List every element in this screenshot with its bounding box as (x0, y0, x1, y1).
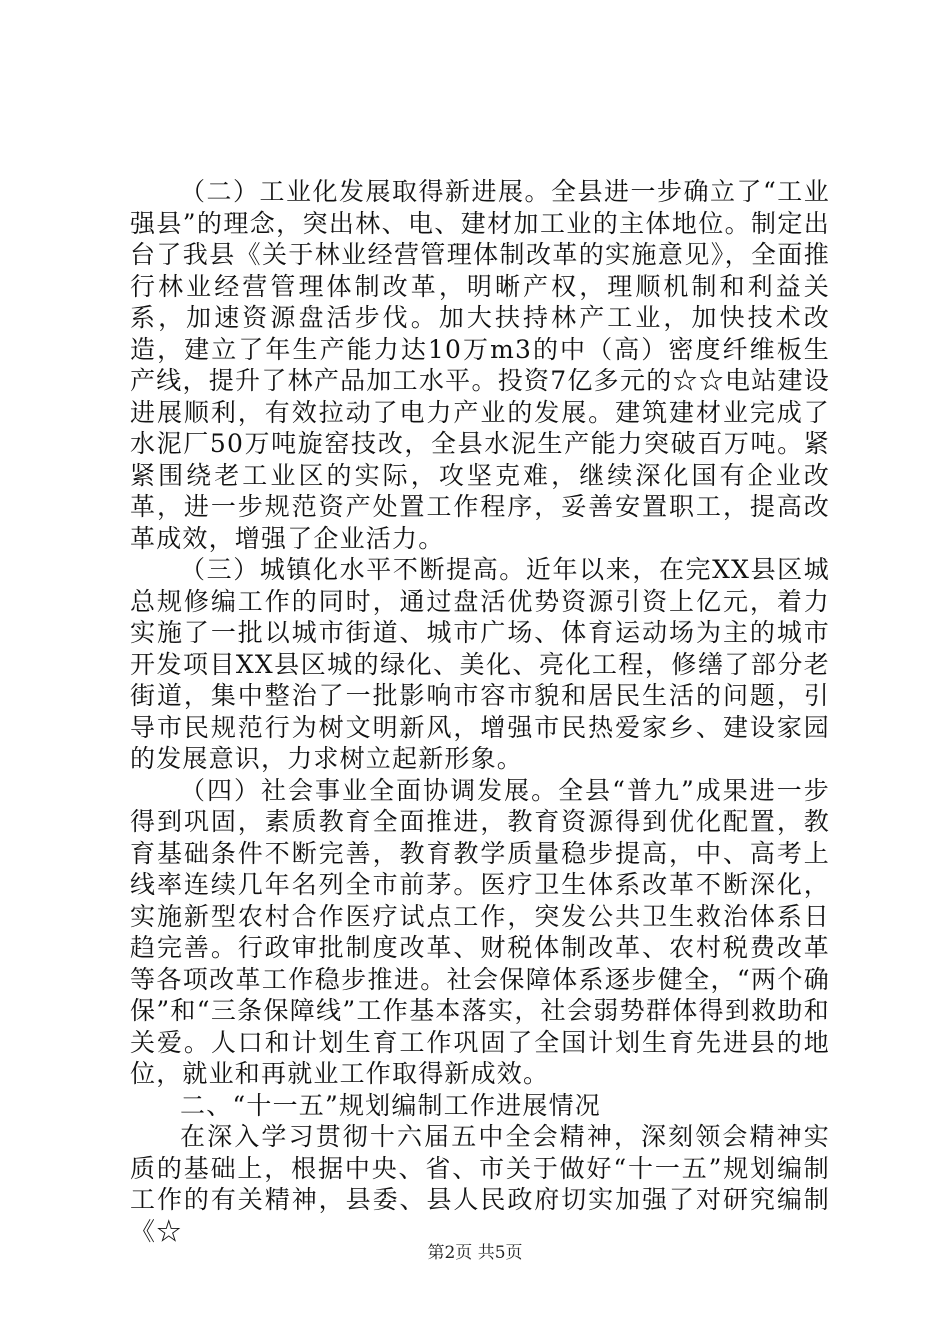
paragraph-planning-intro: 在深入学习贯彻十六届五中全会精神，深刻领会精神实质的基础上，根据中央、省、市关于做好“十一五”规划编制工作的有关精神，县委、县人民政府切实加强了对研究编制《☆ (130, 1122, 830, 1246)
paragraph-industrialization: （二）工业化发展取得新进展。全县进一步确立了“工业强县”的理念，突出林、电、建材加工业的主体地位。制定出台了我县《关于林业经营管理体制改革的实施意见》，全面推行林业经营管理体制改革，明晰产权，理顺机制和利益关系，加速资源盘活步伐。加大扶持林产工业，加快技术改造，建立了年生产能力达10万m3的中（高）密度纤维板生产线，提升了林产品加工水平。投资7亿多元的☆☆电站建设进展顺利，有效拉动了电力产业的发展。建筑建材业完成了水泥厂50万吨旋窑技改，全县水泥生产能力突破百万吨。紧紧围绕老工业区的实际，攻坚克难，继续深化国有企业改革，进一步规范资产处置工作程序，妥善安置职工，提高改革成效，增强了企业活力。 (130, 177, 830, 553)
document-body (130, 176, 830, 1247)
page-footer: 第2页 共5页 (427, 1243, 523, 1263)
paragraph-urbanization: （三）城镇化水平不断提高。近年以来，在完XX县区城总规修编工作的同时，通过盘活优势资源引资上亿元，着力实施了一批以城市街道、城市广场、体育运动场为主的城市开发项目XX县区城的绿化、美化、亮化工程，修缮了部分老街道，集中整治了一批影响市容市貌和居民生活的问题，引导市民规范行为树文明新风，增强市民热爱家乡、建设家园的发展意识，力求树立起新形象。 (130, 555, 830, 773)
section-heading: 二、“十一五”规划编制工作进展情况 (180, 1090, 601, 1120)
paragraph-social-affairs: （四）社会事业全面协调发展。全县“普九”成果进一步得到巩固，素质教育全面推进，教育资源得到优化配置，教育基础条件不断完善，教育教学质量稳步提高，中、高考上线率连续几年名列全市前茅。医疗卫生体系改革不断深化，实施新型农村合作医疗试点工作，突发公共卫生救治体系日趋完善。行政审批制度改革、财税体制改革、农村税费改革等各项改革工作稳步推进。社会保障体系逐步健全，“两个确保”和“三条保障线”工作基本落实，社会弱势群体得到救助和关爱。人口和计划生育工作巩固了全国计划生育先进县的地位，就业和再就业工作取得新成效。 (130, 775, 830, 1088)
